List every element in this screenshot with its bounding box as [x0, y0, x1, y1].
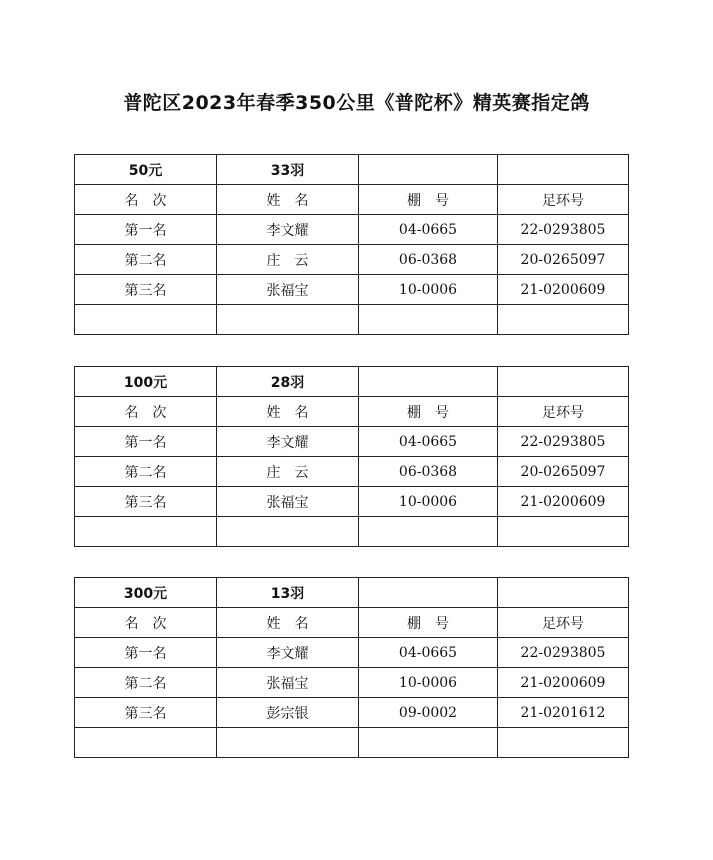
col-rank: 名 次 — [75, 185, 217, 215]
loft-cell: 04-0665 — [359, 215, 498, 245]
empty-cell — [359, 155, 498, 185]
column-header-row — [75, 185, 629, 215]
pool-table-50 — [74, 154, 629, 335]
pool-header-row — [75, 155, 629, 185]
ring-cell: 20-0265097 — [498, 457, 629, 487]
pool-header-row — [75, 367, 629, 397]
rank-cell: 第二名 — [75, 668, 217, 698]
ring-cell: 22-0293805 — [498, 215, 629, 245]
ring-cell: 22-0293805 — [498, 638, 629, 668]
name-cell: 庄 云 — [217, 457, 359, 487]
loft-cell: 10-0006 — [359, 668, 498, 698]
table-row — [75, 668, 629, 698]
empty-row — [75, 728, 629, 758]
prize-amount: 100元 — [75, 367, 217, 397]
col-loft: 棚 号 — [359, 608, 498, 638]
pool-header-row — [75, 578, 629, 608]
table-row — [75, 245, 629, 275]
column-header-row — [75, 608, 629, 638]
prize-amount: 300元 — [75, 578, 217, 608]
table-row — [75, 487, 629, 517]
rank-cell: 第一名 — [75, 215, 217, 245]
loft-cell: 10-0006 — [359, 487, 498, 517]
col-ring: 足环号 — [498, 397, 629, 427]
rank-cell: 第二名 — [75, 457, 217, 487]
empty-cell — [498, 155, 629, 185]
loft-cell: 06-0368 — [359, 245, 498, 275]
name-cell: 李文耀 — [217, 427, 359, 457]
col-ring: 足环号 — [498, 608, 629, 638]
ring-cell: 20-0265097 — [498, 245, 629, 275]
rank-cell: 第三名 — [75, 275, 217, 305]
name-cell: 张福宝 — [217, 275, 359, 305]
empty-cell — [359, 367, 498, 397]
pool-table-300 — [74, 577, 629, 758]
table-row — [75, 698, 629, 728]
name-cell: 李文耀 — [217, 638, 359, 668]
loft-cell: 06-0368 — [359, 457, 498, 487]
document-title: 普陀区2023年春季350公里《普陀杯》精英赛指定鸽 — [123, 92, 590, 114]
table-row — [75, 457, 629, 487]
name-cell: 张福宝 — [217, 668, 359, 698]
table-row — [75, 427, 629, 457]
col-rank: 名 次 — [75, 608, 217, 638]
empty-cell — [498, 578, 629, 608]
prize-amount: 50元 — [75, 155, 217, 185]
loft-cell: 10-0006 — [359, 275, 498, 305]
name-cell: 张福宝 — [217, 487, 359, 517]
loft-cell: 04-0665 — [359, 638, 498, 668]
rank-cell: 第二名 — [75, 245, 217, 275]
col-ring: 足环号 — [498, 185, 629, 215]
loft-cell: 04-0665 — [359, 427, 498, 457]
col-name: 姓 名 — [217, 185, 359, 215]
ring-cell: 21-0200609 — [498, 668, 629, 698]
ring-cell: 21-0200609 — [498, 487, 629, 517]
bird-count: 33羽 — [217, 155, 359, 185]
rank-cell: 第三名 — [75, 487, 217, 517]
col-loft: 棚 号 — [359, 185, 498, 215]
bird-count: 13羽 — [217, 578, 359, 608]
empty-cell — [498, 367, 629, 397]
table-row — [75, 638, 629, 668]
rank-cell: 第一名 — [75, 638, 217, 668]
empty-cell — [359, 578, 498, 608]
col-name: 姓 名 — [217, 397, 359, 427]
rank-cell: 第三名 — [75, 698, 217, 728]
ring-cell: 22-0293805 — [498, 427, 629, 457]
ring-cell: 21-0201612 — [498, 698, 629, 728]
col-name: 姓 名 — [217, 608, 359, 638]
table-row — [75, 215, 629, 245]
rank-cell: 第一名 — [75, 427, 217, 457]
bird-count: 28羽 — [217, 367, 359, 397]
loft-cell: 09-0002 — [359, 698, 498, 728]
empty-row — [75, 305, 629, 335]
pool-table-100 — [74, 366, 629, 547]
col-loft: 棚 号 — [359, 397, 498, 427]
empty-row — [75, 517, 629, 547]
column-header-row — [75, 397, 629, 427]
table-row — [75, 275, 629, 305]
col-rank: 名 次 — [75, 397, 217, 427]
name-cell: 庄 云 — [217, 245, 359, 275]
ring-cell: 21-0200609 — [498, 275, 629, 305]
name-cell: 彭宗银 — [217, 698, 359, 728]
name-cell: 李文耀 — [217, 215, 359, 245]
